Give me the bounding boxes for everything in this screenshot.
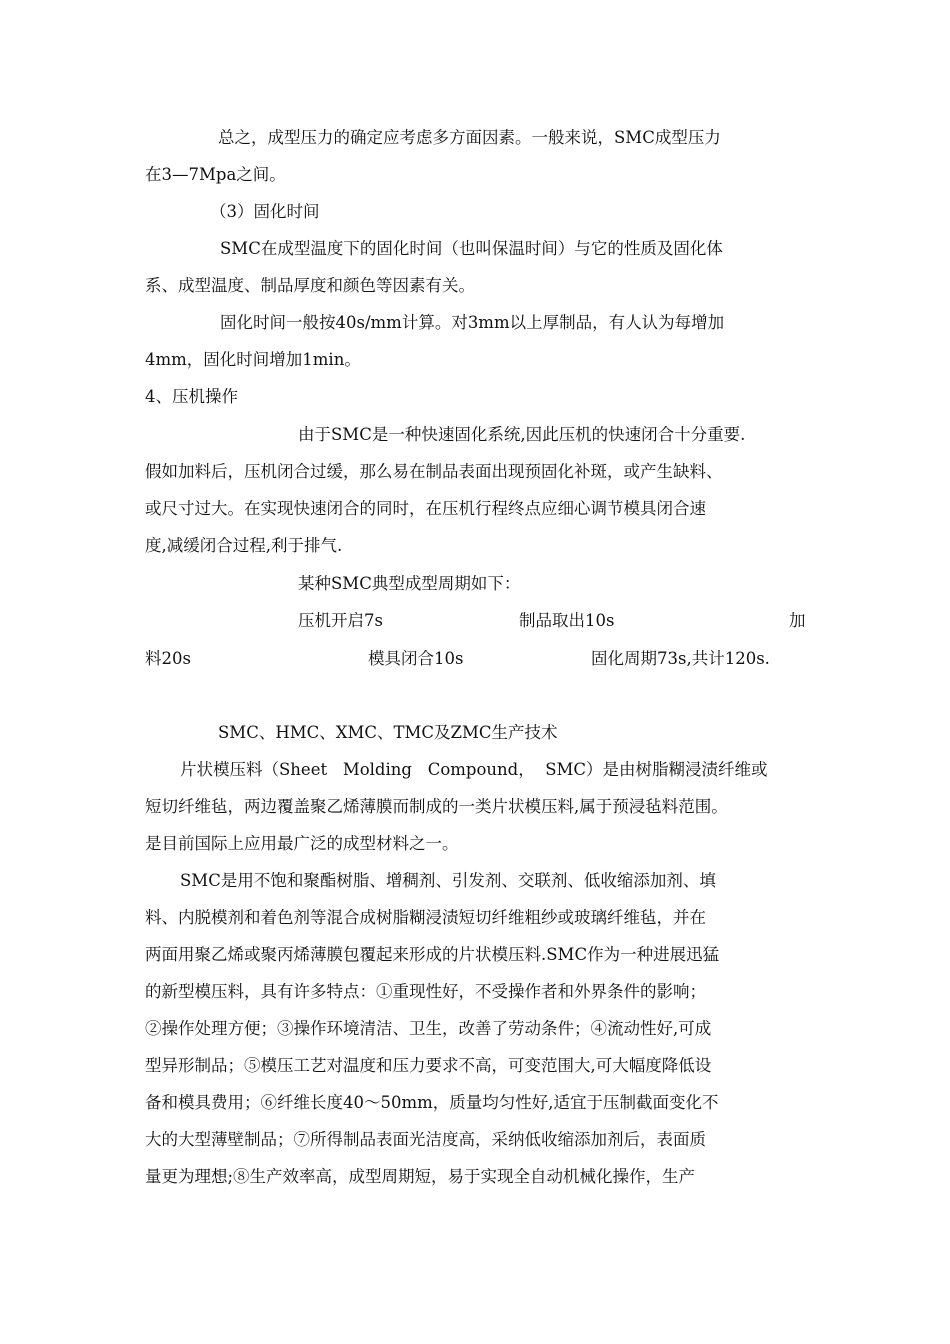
paragraph-line: SMC在成型温度下的固化时间（也叫保温时间）与它的性质及固化体 (220, 239, 723, 258)
paragraph-line: SMC是用不饱和聚酯树脂、增稠剂、引发剂、交联剂、低收缩添加剂、填 (180, 871, 716, 890)
paragraph-line: 度,减缓闭合过程,利于排气. (145, 536, 343, 555)
paragraph-line: 型异形制品；⑤模压工艺对温度和压力要求不高，可变范围大,可大幅度降低设 (145, 1056, 712, 1075)
paragraph-line: 料、内脱模剂和着色剂等混合成树脂糊浸渍短切纤维粗纱或玻璃纤维毡，并在 (145, 908, 706, 927)
section-heading: 4、压机操作 (145, 387, 238, 406)
section-heading: （3）固化时间 (210, 202, 320, 221)
paragraph-line: 系、成型温度、制品厚度和颜色等因素有关。 (145, 276, 475, 295)
paragraph-line: ②操作处理方便；③操作环境清洁、卫生，改善了劳动条件；④流动性好,可成 (145, 1019, 712, 1038)
paragraph-line: 固化时间一般按40s/mm计算。对3mm以上厚制品，有人认为每增加 (220, 313, 725, 332)
cycle-item: 压机开启7s (298, 611, 383, 630)
paragraph-line: 某种SMC典型成型周期如下： (298, 574, 521, 593)
paragraph-line: 的新型模压料，具有许多特点：①重现性好，不受操作者和外界条件的影响； (145, 982, 706, 1001)
paragraph-line: 总之，成型压力的确定应考虑多方面因素。一般来说，SMC成型压力 (218, 128, 721, 147)
paragraph-line: 量更为理想;⑧生产效率高，成型周期短，易于实现全自动机械化操作，生产 (145, 1167, 696, 1186)
paragraph-line: 4mm，固化时间增加1min。 (145, 350, 361, 369)
paragraph-line: 片状模压料（Sheet Molding Compound， SMC）是由树脂糊浸渍纤维或 (180, 760, 768, 779)
cycle-item: 料20s (145, 649, 191, 668)
paragraph-line: 或尺寸过大。在实现快速闭合的同时，在压机行程终点应细心调节模具闭合速 (145, 499, 706, 518)
cycle-item: 模具闭合10s (368, 649, 464, 668)
paragraph-line: 大的大型薄壁制品；⑦所得制品表面光洁度高，采纳低收缩添加剂后，表面质 (145, 1130, 706, 1149)
paragraph-line: 假如加料后，压机闭合过缓，那么易在制品表面出现预固化补斑，或产生缺料、 (145, 462, 723, 481)
paragraph-line: 短切纤维毡，两边覆盖聚乙烯薄膜而制成的一类片状模压料,属于预浸毡料范围。 (145, 797, 728, 816)
paragraph-line: 在3—7Mpa之间。 (145, 165, 286, 184)
paragraph-line: 是目前国际上应用最广泛的成型材料之一。 (145, 834, 459, 853)
section-title: SMC、HMC、XMC、TMC及ZMC生产技术 (218, 723, 558, 742)
cycle-item: 固化周期73s,共计120s. (591, 649, 770, 668)
paragraph-line: 两面用聚乙烯或聚丙烯薄膜包覆起来形成的片状模压料.SMC作为一种进展迅猛 (145, 945, 720, 964)
paragraph-line: 备和模具费用；⑥纤维长度40～50mm，质量均匀性好,适宜于压制截面变化不 (145, 1093, 719, 1112)
paragraph-line: 由于SMC是一种快速固化系统,因此压机的快速闭合十分重要. (298, 425, 746, 444)
cycle-item: 加 (789, 611, 806, 630)
cycle-item: 制品取出10s (519, 611, 615, 630)
